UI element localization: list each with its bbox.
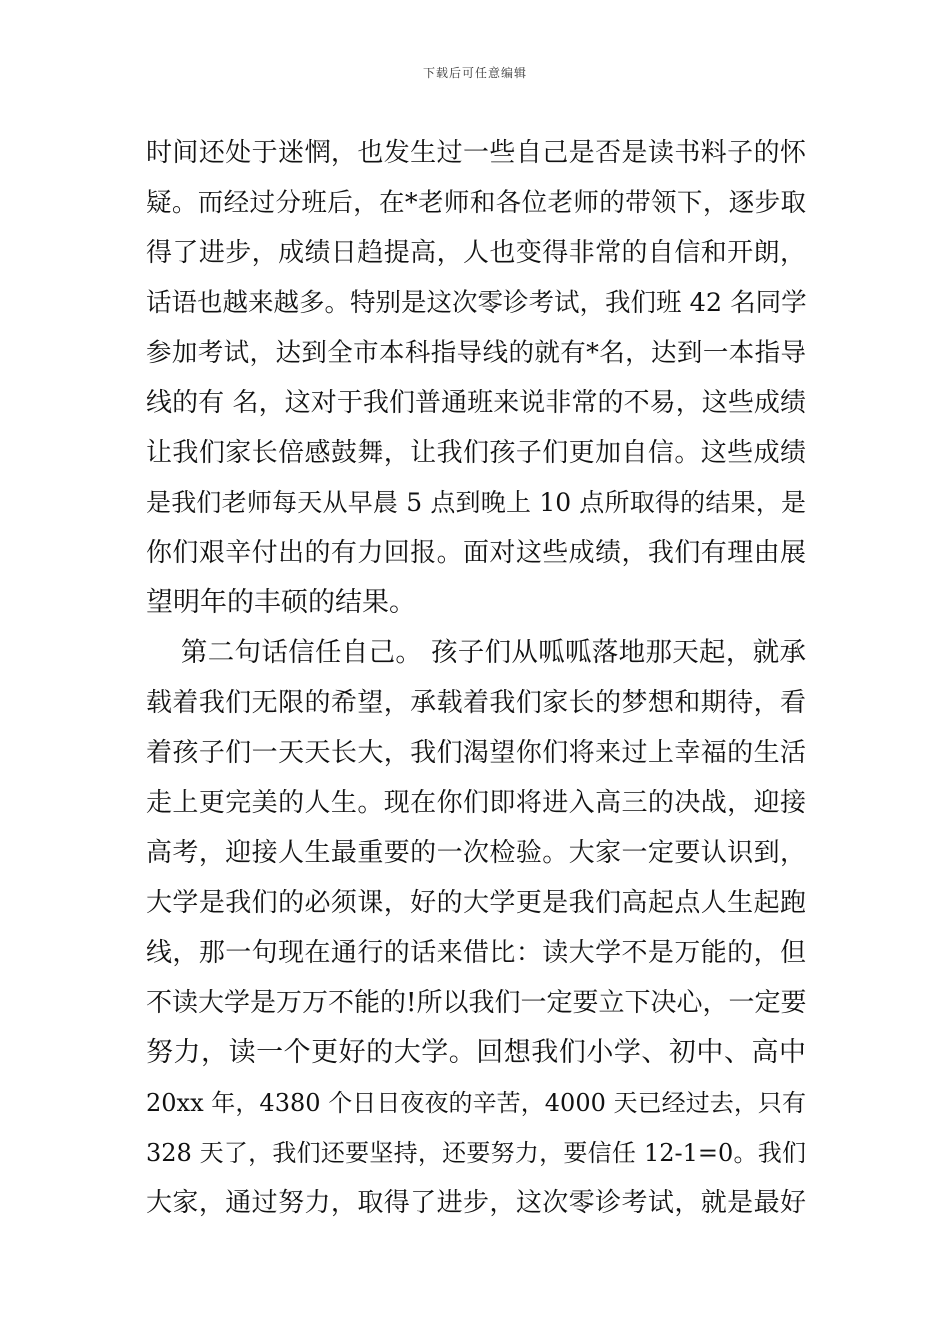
page-header: 下载后可任意编辑	[422, 66, 527, 80]
text-line: 线，那一句现在通行的话来借比：读大学不是万能的，但	[146, 938, 806, 968]
text-line: 话语也越来越多。特别是这次零诊考试，我们班 42 名同学	[146, 288, 807, 318]
text-line: 努力，读一个更好的大学。回想我们小学、初中、高中	[146, 1037, 806, 1068]
document-body	[146, 128, 806, 1228]
text-line: 参加考试，达到全市本科指导线的就有*名，达到一本指导	[146, 338, 806, 368]
text-line: 让我们家长倍感鼓舞，让我们孩子们更加自信。这些成绩	[146, 438, 806, 468]
text-line: 大家，通过努力，取得了进步，这次零诊考试，就是最好	[146, 1188, 806, 1218]
text-line: 时间还处于迷惘，也发生过一些自己是否是读书料子的怀	[146, 138, 806, 168]
text-line: 走上更完美的人生。现在你们即将进入高三的决战，迎接	[146, 788, 806, 818]
text-line: 得了进步，成绩日趋提高，人也变得非常的自信和开朗，	[146, 238, 806, 268]
text-line: 着孩子们一天天长大，我们渴望你们将来过上幸福的生活	[146, 738, 806, 768]
text-line: 20xx 年，4380 个日日夜夜的辛苦，4000 天已经过去，只有	[146, 1089, 806, 1117]
text-line: 疑。而经过分班后，在*老师和各位老师的带领下，逐步取	[146, 188, 806, 218]
text-line: 不读大学是万万不能的!所以我们一定要立下决心，一定要	[146, 988, 807, 1018]
text-line: 大学是我们的必须课，好的大学更是我们高起点人生起跑	[146, 888, 806, 918]
text-line: 载着我们无限的希望，承载着我们家长的梦想和期待，看	[146, 688, 806, 718]
text-line: 你们艰辛付出的有力回报。面对这些成绩，我们有理由展	[146, 538, 806, 568]
paragraph-start-line: 第二句话信任自己。 孩子们从呱呱落地那天起，就承	[146, 637, 806, 668]
text-line: 高考，迎接人生最重要的一次检验。大家一定要认识到，	[146, 838, 806, 868]
text-line: 328 天了，我们还要坚持，还要努力，要信任 12-1=0。我们	[146, 1139, 806, 1167]
text-line: 是我们老师每天从早晨 5 点到晚上 10 点所取得的结果，是	[146, 488, 806, 517]
text-line: 线的有 名，这对于我们普通班来说非常的不易，这些成绩	[146, 388, 806, 418]
text-line: 望明年的丰硕的结果。	[146, 587, 416, 618]
